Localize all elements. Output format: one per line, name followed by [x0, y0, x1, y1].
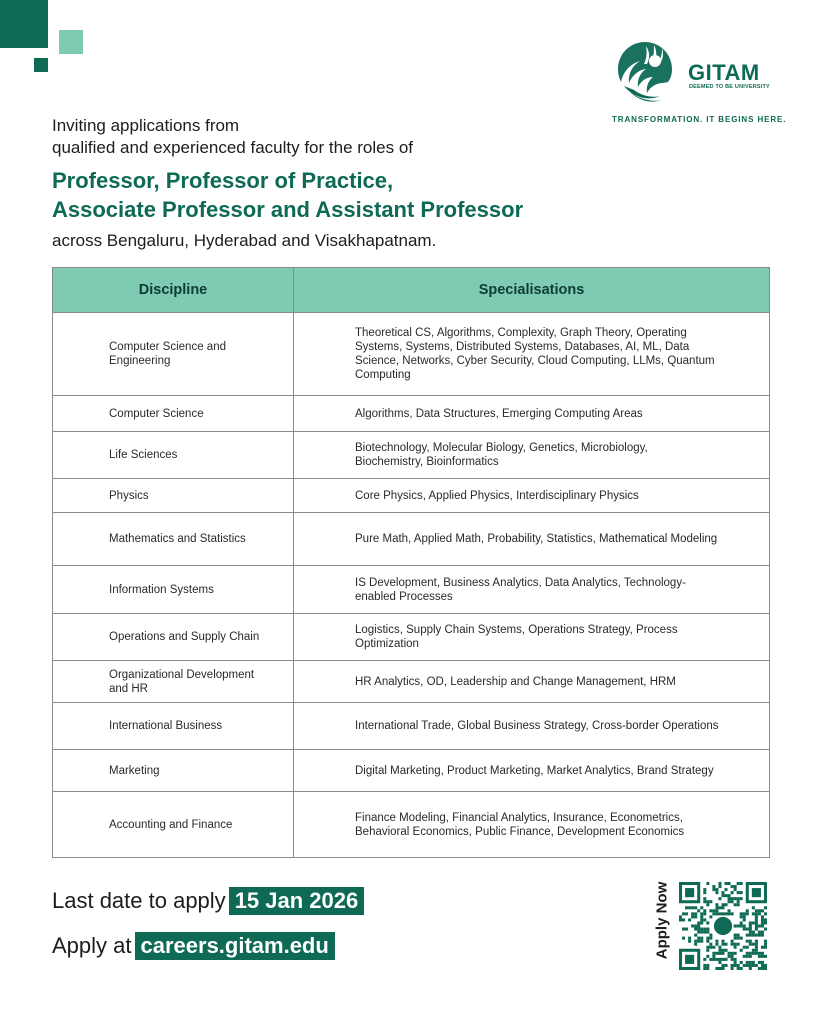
intro-line-2: qualified and experienced faculty for the roles of [52, 138, 414, 157]
deadline-line [52, 887, 364, 915]
table-row [53, 479, 769, 513]
apply-now-label [648, 880, 676, 972]
qr-code-icon[interactable] [679, 882, 767, 970]
brand-subtitle: DEEMED TO BE UNIVERSITY [689, 84, 770, 90]
apply-now-text: Apply Now [653, 881, 671, 960]
discipline-cell: Information Systems [53, 566, 294, 613]
specialisations-cell: Theoretical CS, Algorithms, Complexity, Graph Theory, Operating Systems, Systems, Distributed Systems, Databases, AI, ML, Data Science, Networks, Cyber Security, Cloud Computing, LLMs, Quantum Computing [355, 327, 715, 381]
gitam-emblem-icon [610, 36, 680, 106]
intro-text [52, 115, 413, 159]
table-row [53, 614, 769, 661]
header-specialisations: Specialisations [478, 282, 585, 298]
discipline-cell: Accounting and Finance [53, 792, 294, 857]
table-row [53, 396, 769, 432]
deadline-label: Last date to apply [52, 888, 226, 913]
discipline-table [52, 267, 770, 858]
intro-line-1: Inviting applications from [52, 116, 240, 135]
table-row [53, 432, 769, 479]
specialisations-cell: International Trade, Global Business Strategy, Cross-border Operations [355, 720, 719, 732]
specialisations-cell: Digital Marketing, Product Marketing, Market Analytics, Brand Strategy [355, 764, 714, 777]
table-row [53, 792, 769, 857]
brand-name: GITAM [688, 60, 760, 85]
apply-label: Apply at [52, 933, 132, 958]
discipline-cell: Physics [53, 479, 294, 512]
deadline-date: 15 Jan 2026 [229, 887, 365, 915]
specialisations-cell: Core Physics, Applied Physics, Interdisciplinary Physics [355, 489, 639, 502]
specialisations-cell: HR Analytics, OD, Leadership and Change Management, HRM [355, 675, 676, 688]
specialisations-cell: Pure Math, Applied Math, Probability, Statistics, Mathematical Modeling [355, 533, 718, 545]
specialisations-cell: IS Development, Business Analytics, Data Analytics, Technology-enabled Processes [355, 576, 686, 603]
decor-square-light [59, 30, 83, 54]
locations-text: across Bengaluru, Hyderabad and Visakhapatnam. [52, 231, 437, 250]
decor-square-large [0, 0, 48, 48]
discipline-cell: Operations and Supply Chain [53, 614, 294, 660]
roles-heading [52, 166, 523, 224]
discipline-cell: Organizational Development and HR [53, 661, 294, 702]
brand-tagline: TRANSFORMATION. IT BEGINS HERE. [612, 115, 787, 124]
specialisations-cell: Algorithms, Data Structures, Emerging Computing Areas [355, 407, 643, 420]
table-row [53, 703, 769, 750]
discipline-cell: Marketing [53, 750, 294, 791]
roles-line-1: Professor, Professor of Practice, [52, 168, 394, 193]
discipline-cell: Computer Science and Engineering [53, 313, 294, 395]
gitam-logo [610, 36, 787, 128]
apply-url-link[interactable]: careers.gitam.edu [135, 932, 335, 960]
discipline-cell: Mathematics and Statistics [53, 513, 294, 565]
table-row [53, 750, 769, 792]
table-row [53, 513, 769, 566]
decor-square-small [34, 58, 48, 72]
discipline-cell: Computer Science [53, 396, 294, 431]
discipline-cell: Life Sciences [53, 432, 294, 478]
discipline-cell: International Business [53, 703, 294, 749]
table-header [53, 268, 769, 313]
roles-line-2: Associate Professor and Assistant Professor [52, 197, 524, 222]
table-row [53, 313, 769, 396]
specialisations-cell: Biotechnology, Molecular Biology, Genetics, Microbiology, Biochemistry, Bioinformatics [355, 442, 648, 468]
apply-line [52, 932, 335, 960]
specialisations-cell: Logistics, Supply Chain Systems, Operations Strategy, Process Optimization [355, 624, 678, 650]
table-row [53, 566, 769, 614]
specialisations-cell: Finance Modeling, Financial Analytics, Insurance, Econometrics, Behavioral Economics, Public Finance, Development Economics [355, 811, 685, 838]
table-row [53, 661, 769, 703]
header-discipline: Discipline [53, 268, 294, 312]
